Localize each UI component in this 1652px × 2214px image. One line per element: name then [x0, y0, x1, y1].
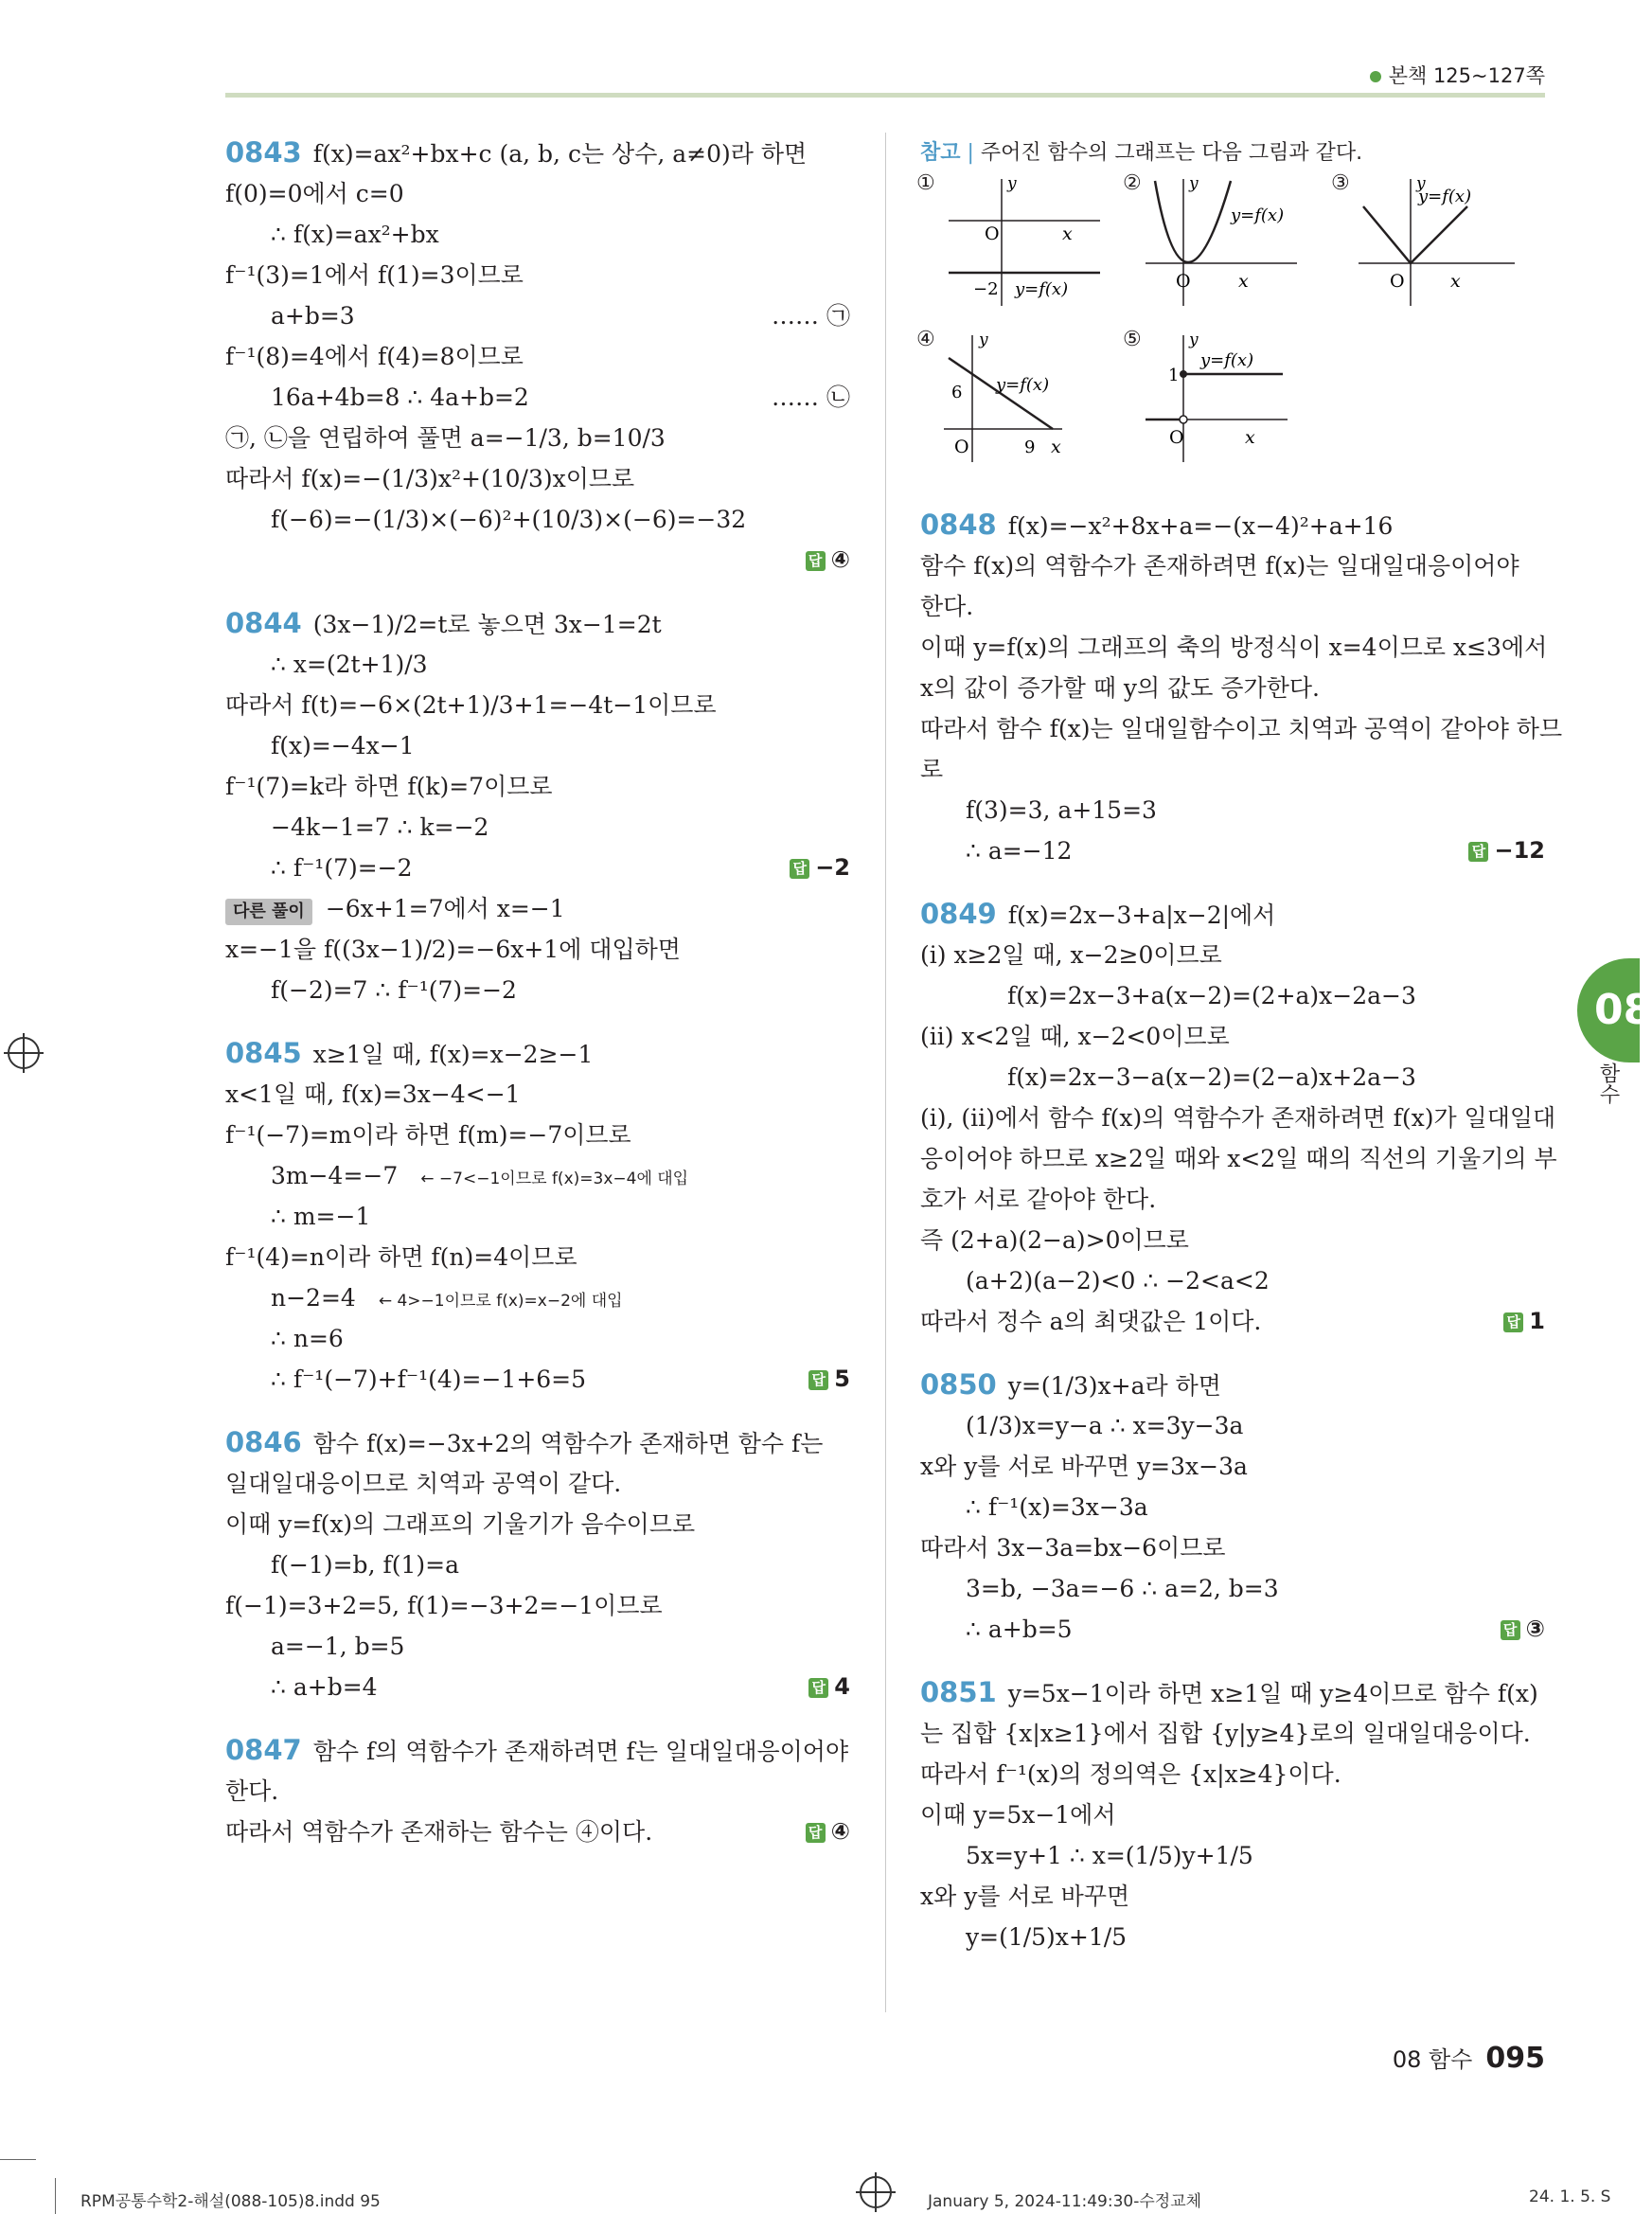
- equation-label: …… ㉠: [772, 302, 850, 330]
- solution-line: [225, 725, 850, 766]
- solution-line: [225, 173, 850, 214]
- math-text: ㉠, ㉡을 연립하여 풀면 a=−1/3, b=10/3: [225, 424, 666, 452]
- svg-text:O: O: [1176, 271, 1191, 292]
- solution-line: [225, 970, 850, 1010]
- problem-number: 0851: [920, 1676, 997, 1708]
- answer-line: [225, 540, 850, 580]
- solution-line: [225, 1626, 850, 1667]
- solution-line: [225, 418, 850, 458]
- math-text: f(x)=2x−3+a(x−2)=(2+a)x−2a−3: [1007, 982, 1416, 1009]
- math-text: 따라서 3x−3a=bx−6이므로: [920, 1534, 1226, 1562]
- solution-line: [920, 830, 1545, 871]
- registration-mark-icon: [860, 2176, 892, 2208]
- math-text: (i), (ii)에서 함수 f(x)의 역함수가 존재하려면 f(x)가 일대일대: [920, 1104, 1556, 1132]
- solution-line: [225, 336, 850, 377]
- solution-line: [920, 1487, 1545, 1527]
- section-gap: [225, 580, 850, 603]
- page-number: 095: [1485, 2042, 1545, 2075]
- graph-number: ②: [1123, 171, 1142, 195]
- solution-line: [225, 499, 850, 540]
- answer-label-icon: 답: [1468, 842, 1488, 862]
- math-text: 한다.: [920, 593, 974, 620]
- answer-value: ④: [830, 546, 850, 573]
- math-text: f⁻¹(8)=4에서 f(4)=8이므로: [225, 343, 524, 370]
- solution-line: [920, 749, 1545, 790]
- math-text: 호가 서로 같아야 한다.: [920, 1186, 1157, 1213]
- solution-line: [920, 1301, 1545, 1342]
- math-text: n−2=4: [271, 1284, 356, 1312]
- math-text: f⁻¹(−7)=m이라 하면 f(m)=−7이므로: [225, 1121, 631, 1149]
- answer-label-icon: 답: [808, 1678, 828, 1698]
- solution-line: [225, 214, 850, 255]
- solution-line: [920, 935, 1545, 975]
- math-text: f(−6)=−(1/3)×(−6)²+(10/3)×(−6)=−32: [271, 506, 747, 533]
- math-text: ∴ f⁻¹(−7)+f⁻¹(4)=−1+6=5: [271, 1366, 587, 1393]
- math-text: f(x)=ax²+bx+c (a, b, c는 상수, a≠0)라 하면: [312, 140, 808, 168]
- problem-start-line: [920, 1365, 1545, 1405]
- math-text: 이때 y=f(x)의 그래프의 축의 방정식이 x=4이므로 x≤3에서: [920, 634, 1548, 661]
- solution-line: [225, 1237, 850, 1277]
- section-gap: [920, 871, 1545, 894]
- solution-line: [920, 1917, 1545, 1957]
- answer-label-icon: 답: [806, 1823, 826, 1843]
- math-text: f(−1)=3+2=5, f(1)=−3+2=−1이므로: [225, 1592, 663, 1619]
- solution-line: [225, 766, 850, 807]
- solution-line: [920, 586, 1545, 627]
- problem-number: 0848: [920, 509, 997, 541]
- math-text: (ii) x<2일 때, x−2<0이므로: [920, 1023, 1230, 1050]
- math-text: ∴ a+b=4: [271, 1673, 378, 1701]
- answer-value: 1: [1529, 1308, 1545, 1334]
- right-solutions: [920, 505, 1563, 1957]
- section-gap: [225, 1400, 850, 1422]
- problem-number: 0849: [920, 898, 997, 930]
- math-text: f(−1)=b, f(1)=a: [271, 1551, 459, 1579]
- math-text: 16a+4b=8 ∴ 4a+b=2: [271, 384, 529, 411]
- registration-mark-icon: [8, 1037, 40, 1069]
- footer-chapter: 08 함수: [1392, 2046, 1473, 2073]
- svg-text:y: y: [1416, 174, 1426, 193]
- math-text: f(0)=0에서 c=0: [225, 180, 404, 207]
- solution-line: [920, 1220, 1545, 1260]
- solution-line: [920, 1138, 1557, 1179]
- solution-line: [920, 1260, 1545, 1301]
- math-text: 응이어야 하므로 x≥2일 때와 x<2일 때의 직선의 기울기의 부: [920, 1145, 1557, 1172]
- print-stamp: 24. 1. 5. S: [1529, 2187, 1611, 2206]
- header-rule: [225, 93, 1545, 98]
- svg-text:O: O: [985, 223, 1000, 244]
- solution-line: [225, 1155, 850, 1196]
- svg-text:y=f(x): y=f(x): [1231, 205, 1285, 225]
- solution-line: [225, 1277, 850, 1318]
- math-text: x=−1을 f((3x−1)/2)=−6x+1에 대입하면: [225, 936, 681, 963]
- solution-line: [920, 790, 1545, 830]
- svg-text:x: x: [1051, 437, 1061, 457]
- answer-tag: [790, 848, 850, 888]
- svg-text:y=f(x): y=f(x): [996, 375, 1050, 395]
- math-text: −6x+1=7에서 x=−1: [325, 895, 565, 922]
- svg-text:6: 6: [951, 383, 963, 402]
- math-text: (3x−1)/2=t로 놓으면 3x−1=2t: [312, 611, 662, 638]
- answer-value: ④: [830, 1818, 850, 1845]
- svg-text:O: O: [1169, 427, 1184, 448]
- svg-text:x: x: [1062, 223, 1073, 244]
- side-note: ← 4>−1이므로 f(x)=x−2에 대입: [378, 1292, 623, 1311]
- math-text: 3=b, −3a=−6 ∴ a=2, b=3: [966, 1575, 1279, 1602]
- math-text: y=5x−1이라 하면 x≥1일 때 y≥4이므로 함수 f(x): [1007, 1680, 1538, 1707]
- math-text: 함수 f의 역함수가 존재하려면 f는 일대일대응이어야: [312, 1738, 849, 1765]
- book-page-reference-text: 본책 125~127쪽: [1388, 64, 1545, 87]
- svg-text:O: O: [1390, 271, 1405, 292]
- math-text: f(x)=2x−3+a|x−2|에서: [1007, 902, 1276, 929]
- solution-line: [225, 1318, 850, 1359]
- math-text: f(x)=−x²+8x+a=−(x−4)²+a+16: [1007, 512, 1394, 540]
- answer-tag: [1468, 830, 1545, 871]
- graph-2-plot: [1127, 173, 1316, 315]
- solution-line: [920, 1568, 1545, 1609]
- problem-start-line: [225, 1730, 850, 1771]
- problem-start-line: [920, 1672, 1545, 1713]
- graph-1: [916, 171, 1110, 315]
- crop-mark: [0, 2159, 36, 2160]
- book-page-reference: [1370, 61, 1545, 89]
- left-column: [225, 133, 850, 1852]
- math-text: −4k−1=7 ∴ k=−2: [271, 813, 489, 841]
- section-gap: [920, 1650, 1545, 1672]
- solution-line: [920, 1835, 1545, 1876]
- reference-label: 참고: [920, 141, 961, 165]
- answer-label-icon: 답: [1501, 1620, 1520, 1640]
- svg-text:y=f(x): y=f(x): [1418, 187, 1472, 206]
- problem-start-line: [225, 133, 850, 173]
- solution-line: [920, 1794, 1545, 1835]
- answer-label-icon: 답: [1503, 1312, 1523, 1332]
- math-text: 이때 y=5x−1에서: [920, 1801, 1116, 1829]
- solution-line: [225, 644, 850, 685]
- svg-text:y=f(x): y=f(x): [1200, 350, 1254, 370]
- solution-line: [920, 1527, 1545, 1568]
- answer-label-icon: 답: [806, 551, 826, 571]
- answer-value: −12: [1494, 837, 1545, 864]
- math-text: f⁻¹(4)=n이라 하면 f(n)=4이므로: [225, 1243, 577, 1271]
- graph-3-plot: [1335, 173, 1524, 315]
- side-note: ← −7<−1이므로 f(x)=3x−4에 대입: [420, 1169, 689, 1188]
- solution-line: [920, 1057, 1545, 1098]
- math-text: 함수 f(x)=−3x+2의 역함수가 존재하면 함수 f는: [312, 1430, 824, 1457]
- answer-tag: [808, 1667, 850, 1707]
- solution-line: [225, 377, 850, 418]
- alternative-solution-line: [225, 888, 850, 929]
- answer-value: ③: [1525, 1616, 1545, 1642]
- solution-line: [225, 1667, 850, 1707]
- solution-line: [920, 545, 1545, 586]
- section-gap: [920, 1342, 1545, 1365]
- solution-line: [225, 807, 850, 848]
- math-text: y=(1/5)x+1/5: [966, 1923, 1128, 1951]
- solution-line: [225, 929, 850, 970]
- section-gap: [225, 1707, 850, 1730]
- math-text: a+b=3: [271, 302, 355, 330]
- answer-tag: [808, 1359, 850, 1400]
- svg-text:9: 9: [1024, 437, 1036, 457]
- problem-start-line: [225, 1422, 850, 1463]
- math-text: x와 y를 서로 바꾸면: [920, 1883, 1130, 1910]
- math-text: f(3)=3, a+15=3: [966, 796, 1157, 824]
- graph-1-plot: [920, 173, 1110, 315]
- math-text: f(x)=−4x−1: [271, 732, 415, 759]
- svg-text:O: O: [954, 437, 969, 457]
- graph-5: [1123, 328, 1316, 472]
- answer-value: −2: [815, 854, 850, 881]
- math-text: ∴ n=6: [271, 1325, 344, 1352]
- problem-number: 0845: [225, 1037, 302, 1069]
- solution-line: [225, 1585, 850, 1626]
- alternative-solution-badge: 다른 풀이: [225, 899, 312, 925]
- solution-line: [225, 1115, 850, 1155]
- chapter-tab: 08: [1577, 958, 1640, 1062]
- math-text: 한다.: [225, 1777, 279, 1805]
- svg-text:x: x: [1238, 271, 1249, 292]
- answer-tag: [1501, 1609, 1545, 1650]
- solution-line: [920, 975, 1545, 1016]
- solution-line: [920, 1016, 1545, 1057]
- answer-tag: [806, 540, 850, 580]
- solution-line: [225, 255, 850, 295]
- graph-2: [1123, 171, 1316, 315]
- solution-line: [920, 1754, 1545, 1794]
- svg-text:x: x: [1450, 271, 1461, 292]
- solution-line: [920, 1713, 1545, 1754]
- solution-line: [225, 1504, 850, 1544]
- math-text: 일대일대응이므로 치역과 공역이 같다.: [225, 1470, 622, 1497]
- solution-line: [225, 1771, 850, 1812]
- math-text: 이때 y=f(x)의 그래프의 기울기가 음수이므로: [225, 1510, 696, 1538]
- svg-text:y: y: [1007, 174, 1017, 193]
- graph-3: [1331, 171, 1524, 315]
- column-divider: [885, 133, 886, 2012]
- solution-line: [225, 458, 850, 499]
- solution-line: [920, 1876, 1545, 1917]
- problem-start-line: [225, 1033, 850, 1074]
- math-text: ∴ a=−12: [966, 837, 1073, 865]
- problem-start-line: [225, 603, 850, 644]
- math-text: 따라서 f(t)=−6×(2t+1)/3+1=−4t−1이므로: [225, 691, 717, 719]
- svg-text:y=f(x): y=f(x): [1015, 279, 1069, 299]
- math-text: 는 집합 {x|x≥1}에서 집합 {y|y≥4}로의 일대일대응이다.: [920, 1720, 1531, 1747]
- svg-text:−2: −2: [973, 279, 999, 299]
- math-text: ∴ f⁻¹(x)=3x−3a: [966, 1493, 1148, 1521]
- page-footer: [1393, 2041, 1545, 2075]
- graph-number: ⑤: [1123, 328, 1142, 351]
- math-text: 따라서 f(x)=−(1/3)x²+(10/3)x이므로: [225, 465, 635, 492]
- graph-number: ①: [916, 171, 935, 195]
- problem-start-line: [920, 894, 1545, 935]
- math-text: (a+2)(a−2)<0 ∴ −2<a<2: [966, 1267, 1270, 1294]
- math-text: 5x=y+1 ∴ x=(1/5)y+1/5: [966, 1842, 1253, 1869]
- math-text: x의 값이 증가할 때 y의 값도 증가한다.: [920, 674, 1320, 702]
- math-text: f⁻¹(3)=1에서 f(1)=3이므로: [225, 261, 524, 289]
- solution-line: [920, 1179, 1545, 1220]
- answer-label-icon: 답: [790, 859, 809, 879]
- section-gap: [225, 1010, 850, 1033]
- math-text: ∴ f(x)=ax²+bx: [271, 221, 439, 248]
- right-column: [916, 133, 1563, 1957]
- solution-line: [225, 1812, 850, 1852]
- solution-line: [225, 685, 850, 725]
- reference-text: 주어진 함수의 그래프는 다음 그림과 같다.: [980, 141, 1363, 165]
- solution-line: [225, 1463, 850, 1504]
- problem-start-line: [920, 505, 1545, 545]
- solution-line: [920, 1609, 1545, 1650]
- problem-number: 0847: [225, 1734, 302, 1766]
- math-text: f(−2)=7 ∴ f⁻¹(7)=−2: [271, 976, 517, 1004]
- math-text: ∴ f⁻¹(7)=−2: [271, 854, 413, 882]
- svg-text:y: y: [1189, 330, 1199, 349]
- math-text: x≥1일 때, f(x)=x−2≥−1: [312, 1041, 594, 1068]
- math-text: 따라서 f⁻¹(x)의 정의역은 {x|x≥4}이다.: [920, 1760, 1341, 1788]
- answer-tag: [1503, 1301, 1545, 1342]
- svg-text:y: y: [1189, 174, 1199, 193]
- math-text: ∴ x=(2t+1)/3: [271, 651, 428, 678]
- solution-line: [225, 1074, 850, 1115]
- math-text: f⁻¹(7)=k라 하면 f(k)=7이므로: [225, 773, 553, 800]
- svg-text:1: 1: [1168, 366, 1180, 385]
- math-text: x<1일 때, f(x)=3x−4<−1: [225, 1080, 521, 1108]
- crop-mark: [55, 2178, 56, 2214]
- reference-note: 참고 | 주어진 함수의 그래프는 다음 그림과 같다.: [920, 141, 1363, 165]
- problem-number: 0843: [225, 136, 302, 169]
- math-text: x와 y를 서로 바꾸면 y=3x−3a: [920, 1453, 1248, 1480]
- math-text: a=−1, b=5: [271, 1633, 405, 1660]
- solution-line: [920, 627, 1548, 668]
- answer-tag: [806, 1812, 850, 1852]
- solution-line: [225, 1196, 850, 1237]
- solution-line: [920, 708, 1563, 749]
- math-text: ∴ a+b=5: [966, 1616, 1073, 1643]
- solution-line: [225, 295, 850, 336]
- answer-label-icon: 답: [808, 1370, 828, 1390]
- answer-value: 4: [834, 1673, 850, 1700]
- math-text: f(x)=2x−3−a(x−2)=(2−a)x+2a−3: [1007, 1063, 1416, 1091]
- equation-label: …… ㉡: [772, 384, 850, 411]
- solution-line: [920, 668, 1545, 708]
- solution-line: [920, 1446, 1545, 1487]
- math-text: 따라서 함수 f(x)는 일대일함수이고 치역과 공역이 같아야 하므: [920, 715, 1563, 742]
- print-date: January 5, 2024-11:49:30-수정교체: [928, 2192, 1202, 2211]
- math-text: ∴ m=−1: [271, 1203, 371, 1230]
- svg-text:y: y: [979, 330, 988, 349]
- math-text: 로: [920, 756, 944, 783]
- print-file-name: RPM공통수학2-해설(088-105)8.indd 95: [80, 2192, 381, 2211]
- math-text: 3m−4=−7: [271, 1162, 399, 1189]
- math-text: y=(1/3)x+a라 하면: [1007, 1372, 1221, 1400]
- solution-line: [225, 1544, 850, 1585]
- graph-panel: [916, 171, 1545, 505]
- graph-5-plot: [1127, 330, 1316, 472]
- solution-line: [920, 1405, 1545, 1446]
- solution-line: [225, 848, 850, 888]
- graph-number: ③: [1331, 171, 1350, 195]
- answer-value: 5: [834, 1366, 850, 1392]
- math-text: 따라서 역함수가 존재하는 함수는 ④이다.: [225, 1818, 653, 1846]
- solution-line: [920, 1098, 1556, 1138]
- math-text: 즉 (2+a)(2−a)>0이므로: [920, 1226, 1189, 1254]
- math-text: (1/3)x=y−a ∴ x=3y−3a: [966, 1412, 1244, 1439]
- chapter-side-label: 함수: [1596, 1062, 1620, 1104]
- math-text: 따라서 정수 a의 최댓값은 1이다.: [920, 1308, 1262, 1335]
- graph-number: ④: [916, 328, 935, 351]
- math-text: 함수 f(x)의 역함수가 존재하려면 f(x)는 일대일대응이어야: [920, 552, 1519, 580]
- graph-4: [916, 328, 1110, 472]
- bullet-dot-icon: [1370, 71, 1381, 82]
- graph-4-plot: [920, 330, 1110, 472]
- math-text: (i) x≥2일 때, x−2≥0이므로: [920, 941, 1222, 969]
- solution-line: [225, 1359, 850, 1400]
- problem-number: 0850: [920, 1368, 997, 1401]
- problem-number: 0844: [225, 607, 302, 639]
- problem-number: 0846: [225, 1426, 302, 1458]
- svg-text:x: x: [1245, 427, 1255, 448]
